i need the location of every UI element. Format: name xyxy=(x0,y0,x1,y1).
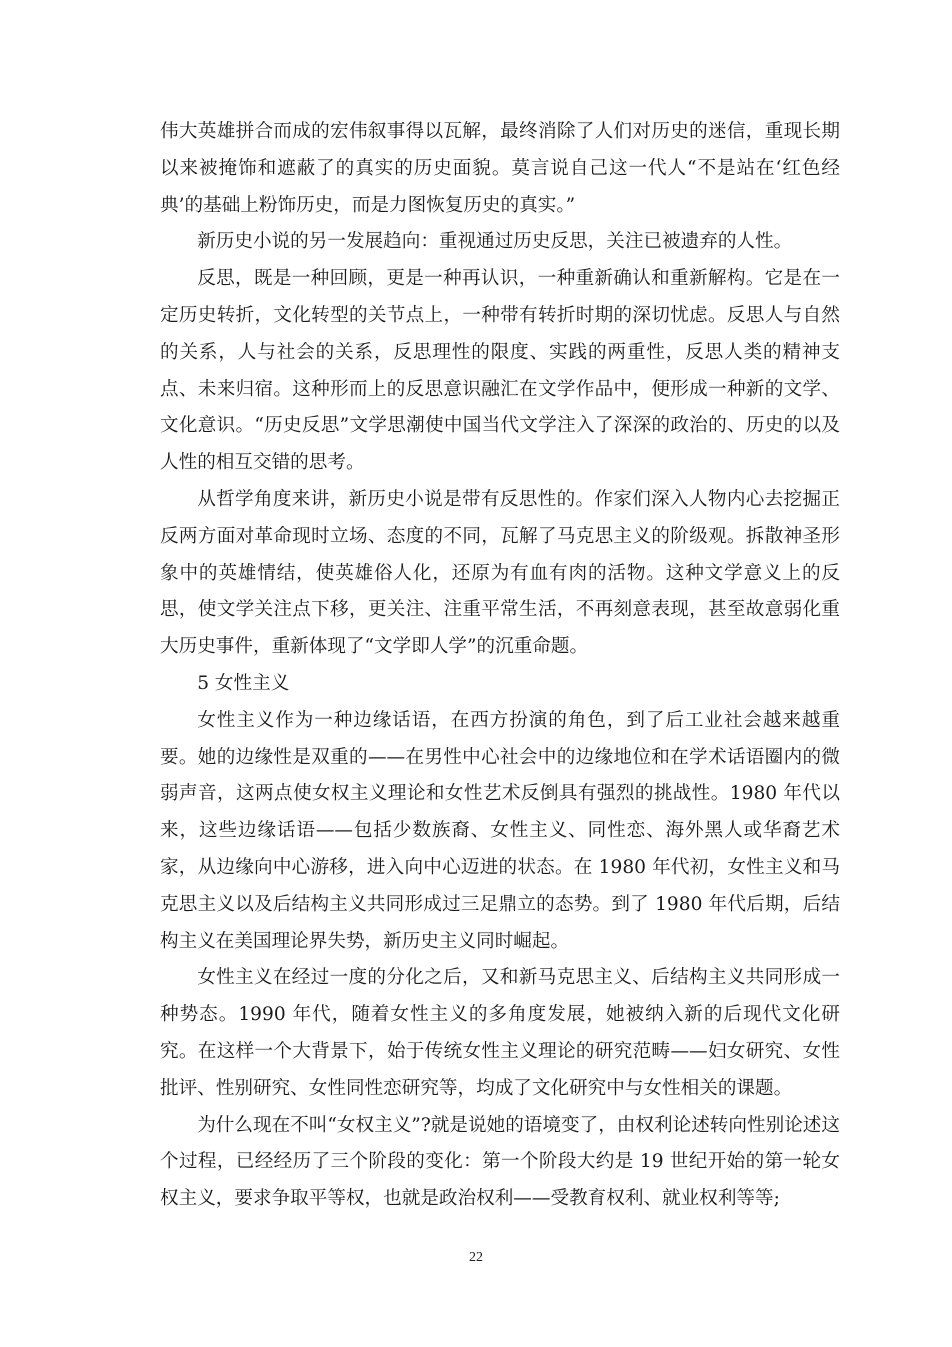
paragraph-new-history-trend: 新历史小说的另一发展趋向：重视通过历史反思，关注已被遗弃的人性。 xyxy=(197,231,793,253)
body-text xyxy=(160,114,840,1218)
paragraph-feminism-stages: 为什么现在不叫“女权主义”?就是说她的语境变了，由权利论述转向性别论述这个过程，已经经历了三个阶段的变化：第一个阶段大约是 19 世纪开始的第一轮女权主义，要求争取平等权，也就是政治权利——受教育权利、就业权利等等; xyxy=(160,1114,840,1210)
paragraph-feminism-1990s: 女性主义在经过一度的分化之后，又和新马克思主义、后结构主义共同形成一种势态。1990 年代，随着女性主义的多角度发展，她被纳入新的后现代文化研究。在这样一个大背景下，始于传统女性主义理论的研究范畴——妇女研究、女性批评、性别研究、女性同性恋研究等，均成了文化研究中与女性相关的课题。 xyxy=(160,967,840,1099)
paragraph-continued: 伟大英雄拼合而成的宏伟叙事得以瓦解，最终消除了人们对历史的迷信，重现长期以来被掩饰和遮蔽了的真实的历史面貌。莫言说自己这一代人“不是站在‘红色经典’的基础上粉饰历史，而是力图恢复历史的真实。” xyxy=(160,121,840,216)
section-heading-feminism: 5 女性主义 xyxy=(197,672,290,694)
paragraph-philosophy: 从哲学角度来讲，新历史小说是带有反思性的。作家们深入人物内心去挖掘正反两方面对革命现时立场、态度的不同，瓦解了马克思主义的阶级观。拆散神圣形象中的英雄情结，使英雄俗人化，还原为有血有肉的活物。这种文学意义上的反思，使文学关注点下移，更关注、注重平常生活，不再刻意表现，甚至故意弱化重大历史事件，重新体现了“文学即人学”的沉重命题。 xyxy=(160,488,840,658)
paragraph-reflection: 反思，既是一种回顾，更是一种再认识，一种重新确认和重新解构。它是在一定历史转折，文化转型的关节点上，一种带有转折时期的深切忧虑。反思人与自然的关系，人与社会的关系，反思理性的限度、实践的两重性，反思人类的精神支点、未来归宿。这种形而上的反思意识融汇在文学作品中，便形成一种新的文学、文化意识。“历史反思”文学思潮使中国当代文学注入了深深的政治的、历史的以及人性的相互交错的思考。 xyxy=(160,268,840,474)
page-number: 22 xyxy=(469,1250,483,1265)
paragraph-feminism-margin: 女性主义作为一种边缘话语，在西方扮演的角色，到了后工业社会越来越重要。她的边缘性是双重的——在男性中心社会中的边缘地位和在学术话语圈内的微弱声音，这两点使女权主义理论和女性艺术反倒具有强烈的挑战性。1980 年代以来，这些边缘话语——包括少数族裔、女性主义、同性恋、海外黑人或华裔艺术家，从边缘向中心游移，进入向中心迈进的状态。在 1980 年代初，女性主义和马克思主义以及后结构主义共同形成过三足鼎立的态势。到了 1980 年代后期，后结构主义在美国理论界失势，新历史主义同时崛起。 xyxy=(160,709,840,952)
